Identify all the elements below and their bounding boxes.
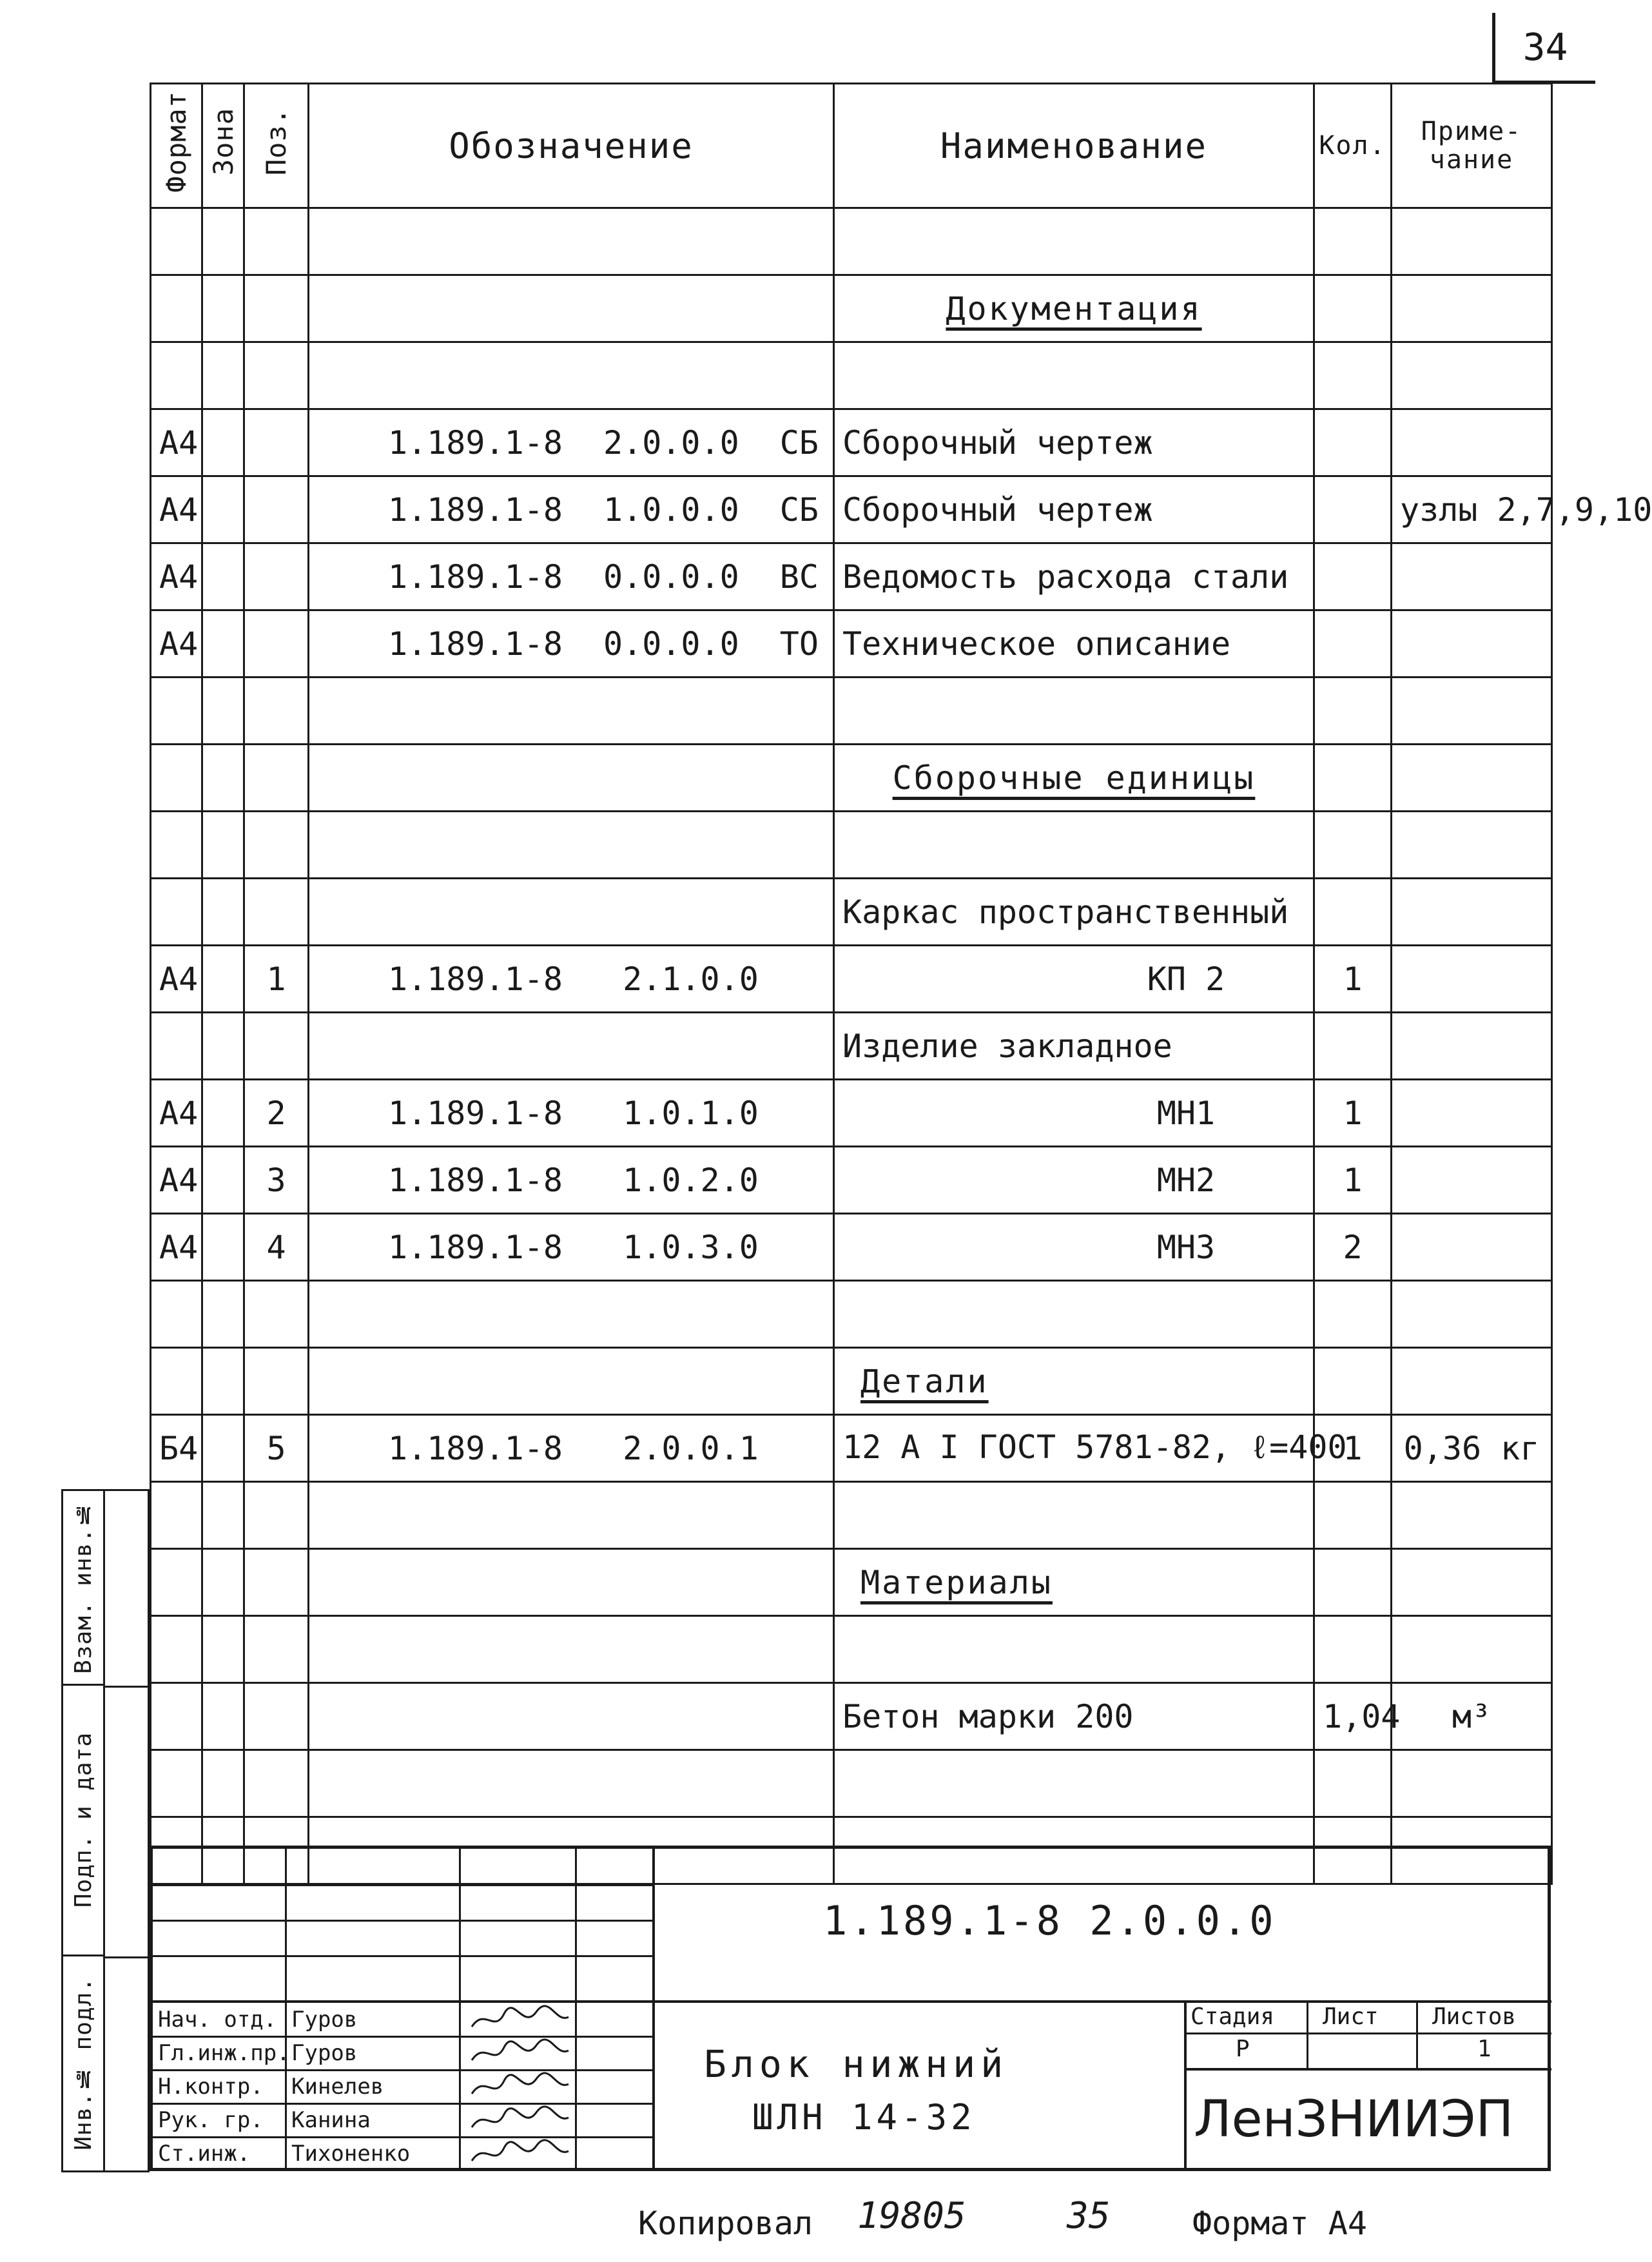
- table-row: [151, 745, 1552, 812]
- cell-pos: [244, 610, 309, 678]
- cell-zone: [202, 409, 244, 476]
- cell-note: м³: [1392, 1683, 1552, 1750]
- cell-note: [1392, 1482, 1552, 1549]
- designation-num: 2.1.0.0: [623, 960, 759, 998]
- cell-zone: [202, 1080, 244, 1147]
- cell-pos: [244, 1616, 309, 1683]
- designation-code: 1.189.1-8: [388, 1228, 563, 1266]
- signature-name: Гуров: [291, 2007, 358, 2033]
- cell-designation: [309, 208, 834, 275]
- copy-suffix: 35: [1067, 2195, 1111, 2237]
- cell-zone: [202, 1616, 244, 1683]
- cell-designation: [309, 275, 834, 342]
- cell-note: [1392, 409, 1552, 476]
- cell-designation: [309, 678, 834, 745]
- signature-role: Рук. гр.: [158, 2107, 264, 2133]
- cell-pos: [244, 812, 309, 879]
- section-title: Изделие закладное: [834, 1013, 1314, 1080]
- cell-name: МН3: [834, 1214, 1314, 1281]
- section-title: Материалы: [834, 1549, 1314, 1616]
- designation-num: 1.0.2.0: [623, 1161, 759, 1199]
- cell-note: [1392, 1013, 1552, 1080]
- section-title: Документация: [834, 275, 1314, 342]
- header-designation: Обозначение: [309, 84, 834, 208]
- handwritten-signature: [465, 2038, 575, 2070]
- cell-note: [1392, 275, 1552, 342]
- cell-pos: [244, 678, 309, 745]
- cell-qty: [1314, 543, 1392, 610]
- table-row: [151, 1549, 1552, 1616]
- cell-pos: [244, 208, 309, 275]
- cell-zone: [202, 1482, 244, 1549]
- section-title: Детали: [834, 1348, 1314, 1415]
- cell-format: [151, 1482, 202, 1549]
- table-header-row: [151, 84, 1552, 208]
- cell-note: [1392, 1616, 1552, 1683]
- designation-doc: ТО: [779, 625, 819, 663]
- cell-designation: [309, 1482, 834, 1549]
- cell-qty: [1314, 275, 1392, 342]
- cell-format: [151, 208, 202, 275]
- cell-zone: [202, 208, 244, 275]
- cell-designation: [309, 476, 834, 543]
- cell-zone: [202, 1281, 244, 1348]
- table-row: [151, 812, 1552, 879]
- header-qty: Кол.: [1314, 84, 1392, 208]
- header-pos: Поз.: [244, 84, 309, 208]
- cell-designation: [309, 1281, 834, 1348]
- cell-zone: [202, 812, 244, 879]
- cell-designation: [309, 946, 834, 1013]
- signature-name: Кинелев: [291, 2074, 384, 2100]
- designation-num: 0.0.0.0: [603, 558, 739, 596]
- designation-num: 1.0.3.0: [623, 1228, 759, 1266]
- table-row: [151, 678, 1552, 745]
- stamp-podp-data: Подп. и дата: [63, 1686, 105, 1956]
- cell-note: [1392, 879, 1552, 946]
- cell-designation: [309, 1348, 834, 1415]
- cell-qty: [1314, 1750, 1392, 1817]
- cell-pos: [244, 745, 309, 812]
- table-row: [151, 1482, 1552, 1549]
- sheet-header: Лист: [1323, 2004, 1379, 2030]
- cell-name: Бетон марки 200: [834, 1683, 1314, 1750]
- cell-zone: [202, 1415, 244, 1482]
- designation-code: 1.189.1-8: [388, 625, 563, 663]
- cell-note: [1392, 812, 1552, 879]
- designation-code: 1.189.1-8: [388, 960, 563, 998]
- cell-pos: [244, 409, 309, 476]
- designation-code: 1.189.1-8: [388, 1094, 563, 1132]
- header-note: Приме-чание: [1392, 84, 1552, 208]
- cell-designation: [309, 342, 834, 409]
- section-title: Сборочные единицы: [834, 745, 1314, 812]
- cell-qty: [1314, 342, 1392, 409]
- cell-qty: [1314, 1482, 1392, 1549]
- signature-name: Канина: [291, 2107, 371, 2133]
- cell-designation: [309, 1013, 834, 1080]
- header-format: Формат: [151, 84, 202, 208]
- section-title: Каркас пространственный: [834, 879, 1314, 946]
- cell-pos: [244, 1549, 309, 1616]
- table-row: [151, 1750, 1552, 1817]
- table-row: [151, 476, 1552, 543]
- cell-qty: 1: [1314, 1080, 1392, 1147]
- cell-format: [151, 1683, 202, 1750]
- table-row: [151, 543, 1552, 610]
- cell-format: А4: [151, 1080, 202, 1147]
- cell-format: [151, 745, 202, 812]
- cell-zone: [202, 543, 244, 610]
- cell-pos: [244, 1750, 309, 1817]
- cell-note: [1392, 1281, 1552, 1348]
- table-row: [151, 946, 1552, 1013]
- cell-note: [1392, 1348, 1552, 1415]
- cell-designation: [309, 409, 834, 476]
- cell-pos: 1: [244, 946, 309, 1013]
- table-row: [151, 1281, 1552, 1348]
- sheets-header: Листов: [1432, 2004, 1517, 2030]
- designation-num: 2.0.0.1: [623, 1429, 759, 1467]
- table-row: [151, 879, 1552, 946]
- cell-qty: 1: [1314, 1415, 1392, 1482]
- cell-qty: [1314, 812, 1392, 879]
- cell-note: [1392, 208, 1552, 275]
- stage-value: Р: [1236, 2036, 1250, 2062]
- designation-num: 2.0.0.0: [603, 424, 739, 462]
- cell-name: [834, 208, 1314, 275]
- cell-qty: [1314, 879, 1392, 946]
- cell-note: [1392, 543, 1552, 610]
- title-block: [150, 1846, 1551, 2171]
- cell-pos: [244, 879, 309, 946]
- cell-format: [151, 1616, 202, 1683]
- cell-note: [1392, 1750, 1552, 1817]
- cell-designation: [309, 1549, 834, 1616]
- cell-name: Техническое описание: [834, 610, 1314, 678]
- cell-format: [151, 1750, 202, 1817]
- cell-note: 0,36 кг: [1392, 1415, 1552, 1482]
- cell-format: [151, 1549, 202, 1616]
- organization-name: ЛенЗНИИЭП: [1194, 2091, 1514, 2149]
- cell-zone: [202, 745, 244, 812]
- cell-qty: 1: [1314, 946, 1392, 1013]
- designation-code: 1.189.1-8: [388, 558, 563, 596]
- cell-pos: [244, 476, 309, 543]
- handwritten-signature: [465, 2138, 575, 2170]
- table-row: [151, 1214, 1552, 1281]
- cell-pos: 5: [244, 1415, 309, 1482]
- designation-code: 1.189.1-8: [388, 424, 563, 462]
- cell-format: [151, 275, 202, 342]
- cell-note: [1392, 1080, 1552, 1147]
- cell-pos: [244, 1683, 309, 1750]
- table-row: [151, 342, 1552, 409]
- signature-role: Нач. отд.: [158, 2007, 277, 2033]
- stage-header: Стадия: [1190, 2004, 1275, 2030]
- cell-zone: [202, 879, 244, 946]
- signature-role: Ст.инж.: [158, 2141, 251, 2167]
- cell-note: узлы 2,7,9,10: [1392, 476, 1552, 543]
- table-row: [151, 610, 1552, 678]
- cell-qty: [1314, 409, 1392, 476]
- cell-name: Сборочный чертеж: [834, 409, 1314, 476]
- copied-label: Копировал: [638, 2205, 813, 2242]
- designation-doc: СБ: [779, 424, 819, 462]
- table-row: [151, 1080, 1552, 1147]
- table-row: [151, 1683, 1552, 1750]
- signature-name: Гуров: [291, 2040, 358, 2066]
- cell-qty: [1314, 208, 1392, 275]
- cell-zone: [202, 342, 244, 409]
- product-name: Блок нижний: [704, 2042, 1009, 2086]
- table-row: [151, 1013, 1552, 1080]
- cell-format: [151, 678, 202, 745]
- cell-format: А4: [151, 409, 202, 476]
- cell-format: А4: [151, 543, 202, 610]
- cell-zone: [202, 610, 244, 678]
- cell-pos: [244, 275, 309, 342]
- cell-designation: [309, 1214, 834, 1281]
- cell-designation: [309, 610, 834, 678]
- cell-name: КП 2: [834, 946, 1314, 1013]
- cell-name: МН1: [834, 1080, 1314, 1147]
- cell-qty: [1314, 1013, 1392, 1080]
- header-name: Наименование: [834, 84, 1314, 208]
- stamp-vzam-inv: Взам. инв.№: [63, 1491, 105, 1686]
- cell-pos: [244, 1013, 309, 1080]
- cell-note: [1392, 946, 1552, 1013]
- stamp-inv-podl: Инв.№ подл.: [63, 1956, 105, 2170]
- cell-format: Б4: [151, 1415, 202, 1482]
- designation-code: 1.189.1-8: [388, 1429, 563, 1467]
- cell-name: [834, 1482, 1314, 1549]
- sheet-number: 34: [1492, 13, 1595, 84]
- cell-pos: [244, 1348, 309, 1415]
- designation-doc: ВС: [779, 558, 819, 596]
- cell-pos: [244, 543, 309, 610]
- table-row: [151, 208, 1552, 275]
- table-row: [151, 1415, 1552, 1482]
- cell-name: Сборочный чертеж: [834, 476, 1314, 543]
- cell-designation: [309, 745, 834, 812]
- cell-qty: [1314, 1281, 1392, 1348]
- cell-name: [834, 812, 1314, 879]
- specification-body: [151, 208, 1652, 1884]
- cell-format: [151, 1348, 202, 1415]
- designation-num: 0.0.0.0: [603, 625, 739, 663]
- cell-qty: [1314, 678, 1392, 745]
- table-row: [151, 275, 1552, 342]
- handwritten-signature: [465, 2071, 575, 2103]
- table-row: [151, 1147, 1552, 1214]
- cell-note: [1392, 1549, 1552, 1616]
- cell-name: [834, 1281, 1314, 1348]
- cell-designation: [309, 1683, 834, 1750]
- specification-table: [150, 83, 1652, 1885]
- signature-name: Тихоненко: [291, 2141, 411, 2167]
- designation-code: 1.189.1-8: [388, 491, 563, 529]
- cell-pos: 4: [244, 1214, 309, 1281]
- cell-qty: 1,04: [1314, 1683, 1392, 1750]
- copy-number: 19805: [857, 2195, 966, 2237]
- sheets-value: 1: [1477, 2036, 1492, 2062]
- cell-qty: [1314, 610, 1392, 678]
- handwritten-signature: [465, 2105, 575, 2137]
- cell-format: [151, 1013, 202, 1080]
- cell-qty: 2: [1314, 1214, 1392, 1281]
- cell-zone: [202, 1348, 244, 1415]
- designation-num: 1.0.0.0: [603, 491, 739, 529]
- cell-name: [834, 1750, 1314, 1817]
- cell-note: [1392, 745, 1552, 812]
- cell-format: [151, 1281, 202, 1348]
- cell-zone: [202, 1549, 244, 1616]
- cell-zone: [202, 678, 244, 745]
- cell-qty: [1314, 1348, 1392, 1415]
- cell-format: А4: [151, 476, 202, 543]
- cell-format: [151, 879, 202, 946]
- cell-qty: 1: [1314, 1147, 1392, 1214]
- cell-designation: [309, 543, 834, 610]
- cell-name: 12 А I ГОСТ 5781-82, ℓ=400: [834, 1415, 1314, 1482]
- cell-note: [1392, 342, 1552, 409]
- table-row: [151, 1616, 1552, 1683]
- side-stamp-column: [61, 1489, 150, 2172]
- cell-pos: [244, 1281, 309, 1348]
- handwritten-signature: [465, 2004, 575, 2036]
- document-code: 1.189.1-8 2.0.0.0: [823, 1897, 1276, 1944]
- cell-qty: [1314, 1549, 1392, 1616]
- signature-role: Гл.инж.пр.: [158, 2040, 290, 2066]
- cell-zone: [202, 1750, 244, 1817]
- cell-note: [1392, 1214, 1552, 1281]
- cell-name: Ведомость расхода стали: [834, 543, 1314, 610]
- cell-pos: [244, 342, 309, 409]
- cell-zone: [202, 1214, 244, 1281]
- cell-designation: [309, 1147, 834, 1214]
- cell-format: [151, 812, 202, 879]
- cell-format: А4: [151, 946, 202, 1013]
- cell-note: [1392, 1147, 1552, 1214]
- cell-qty: [1314, 1616, 1392, 1683]
- cell-designation: [309, 879, 834, 946]
- cell-qty: [1314, 745, 1392, 812]
- cell-zone: [202, 1147, 244, 1214]
- cell-name: [834, 1616, 1314, 1683]
- cell-zone: [202, 1683, 244, 1750]
- cell-zone: [202, 946, 244, 1013]
- cell-qty: [1314, 476, 1392, 543]
- format-label: Формат А4: [1192, 2205, 1367, 2242]
- table-row: [151, 409, 1552, 476]
- cell-name: [834, 678, 1314, 745]
- cell-format: А4: [151, 610, 202, 678]
- cell-zone: [202, 476, 244, 543]
- cell-designation: [309, 1080, 834, 1147]
- table-row: [151, 1348, 1552, 1415]
- cell-zone: [202, 1013, 244, 1080]
- designation-doc: СБ: [779, 491, 819, 529]
- designation-code: 1.189.1-8: [388, 1161, 563, 1199]
- header-zone: Зона: [202, 84, 244, 208]
- cell-format: А4: [151, 1147, 202, 1214]
- cell-zone: [202, 275, 244, 342]
- cell-name: МН2: [834, 1147, 1314, 1214]
- designation-num: 1.0.1.0: [623, 1094, 759, 1132]
- cell-designation: [309, 1616, 834, 1683]
- cell-name: [834, 342, 1314, 409]
- cell-designation: [309, 1415, 834, 1482]
- cell-note: [1392, 610, 1552, 678]
- cell-pos: [244, 1482, 309, 1549]
- signature-role: Н.контр.: [158, 2074, 264, 2100]
- cell-note: [1392, 678, 1552, 745]
- product-mark: ШЛН 14-32: [752, 2097, 976, 2138]
- cell-format: А4: [151, 1214, 202, 1281]
- cell-designation: [309, 812, 834, 879]
- cell-format: [151, 342, 202, 409]
- cell-pos: 3: [244, 1147, 309, 1214]
- cell-pos: 2: [244, 1080, 309, 1147]
- cell-designation: [309, 1750, 834, 1817]
